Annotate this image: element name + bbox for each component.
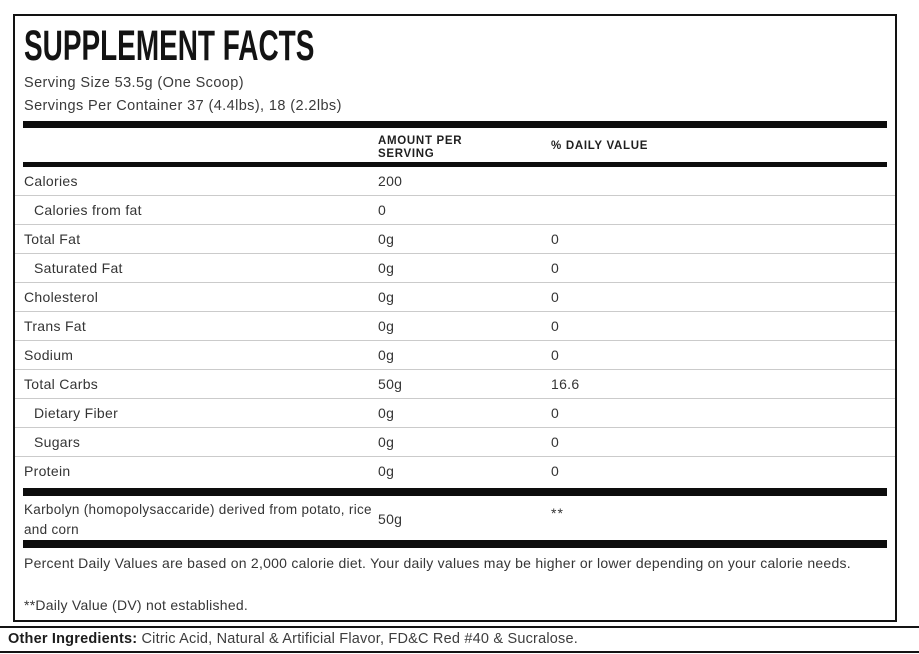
nutrient-amount: 0g <box>378 260 395 276</box>
blend-ingredient-amount: 50g <box>378 511 403 527</box>
blend-ingredient-daily-value: ** <box>551 505 564 521</box>
table-row <box>15 340 895 369</box>
nutrient-amount: 0g <box>378 434 395 450</box>
nutrient-name: Saturated Fat <box>34 260 123 276</box>
nutrient-name: Cholesterol <box>24 289 99 305</box>
other-ingredients-top-rule <box>0 626 919 628</box>
bottom-rule <box>0 651 919 653</box>
nutrient-name: Calories from fat <box>34 202 142 218</box>
servings-per-container-text: Servings Per Container 37 (4.4lbs), 18 (2.2lbs) <box>24 98 342 114</box>
nutrient-amount: 200 <box>378 173 403 189</box>
nutrient-amount: 0g <box>378 289 395 305</box>
nutrient-amount: 0g <box>378 347 395 363</box>
nutrient-daily-value: 0 <box>551 231 560 247</box>
table-row <box>15 195 895 224</box>
nutrient-amount: 0g <box>378 231 395 247</box>
divider-bar-blend-top <box>23 488 887 496</box>
table-row <box>15 311 895 340</box>
nutrient-name: Sodium <box>24 347 74 363</box>
table-row <box>15 427 895 456</box>
table-row <box>15 282 895 311</box>
nutrient-name: Trans Fat <box>24 318 87 334</box>
table-row <box>15 369 895 398</box>
nutrient-daily-value: 16.6 <box>551 376 580 392</box>
nutrient-daily-value: 0 <box>551 405 560 421</box>
other-ingredients-text <box>8 631 578 647</box>
nutrient-amount: 0g <box>378 405 395 421</box>
facts-panel <box>13 14 897 622</box>
other-ingredients-value: Citric Acid, Natural & Artificial Flavor, FD&C Red #40 & Sucralose. <box>137 631 578 647</box>
nutrient-daily-value: 0 <box>551 318 560 334</box>
nutrient-amount: 0g <box>378 318 395 334</box>
nutrient-rows <box>15 167 895 485</box>
daily-values-footnote: Percent Daily Values are based on 2,000 calorie diet. Your daily values may be higher or lower depending on your calorie needs. <box>24 555 851 571</box>
table-row <box>15 253 895 282</box>
nutrient-amount: 50g <box>378 376 403 392</box>
table-row <box>15 456 895 485</box>
table-row <box>15 398 895 427</box>
nutrient-daily-value: 0 <box>551 260 560 276</box>
table-row <box>15 167 895 195</box>
nutrient-name: Total Carbs <box>24 376 99 392</box>
nutrient-daily-value: 0 <box>551 434 560 450</box>
daily-value-header: % DAILY VALUE <box>551 140 649 152</box>
table-row <box>15 224 895 253</box>
nutrient-daily-value: 0 <box>551 347 560 363</box>
serving-size-text: Serving Size 53.5g (One Scoop) <box>24 75 244 91</box>
nutrient-name: Sugars <box>34 434 81 450</box>
nutrient-daily-value: 0 <box>551 289 560 305</box>
amount-per-serving-header: AMOUNT PER SERVING <box>378 135 463 160</box>
nutrient-daily-value: 0 <box>551 463 560 479</box>
nutrient-name: Calories <box>24 173 78 189</box>
nutrient-name: Dietary Fiber <box>34 405 119 421</box>
nutrient-name: Total Fat <box>24 231 81 247</box>
nutrient-amount: 0g <box>378 463 395 479</box>
dv-not-established-footnote: **Daily Value (DV) not established. <box>24 597 249 613</box>
nutrient-name: Protein <box>24 463 71 479</box>
other-ingredients-label: Other Ingredients: <box>8 631 138 647</box>
blend-ingredient-name: Karbolyn (homopolysaccaride) derived from potato, rice and corn <box>24 502 372 537</box>
panel-title: SUPPLEMENT FACTS <box>24 22 315 70</box>
divider-bar-top <box>23 121 887 128</box>
nutrient-amount: 0 <box>378 202 387 218</box>
divider-bar-blend-bottom <box>23 540 887 548</box>
